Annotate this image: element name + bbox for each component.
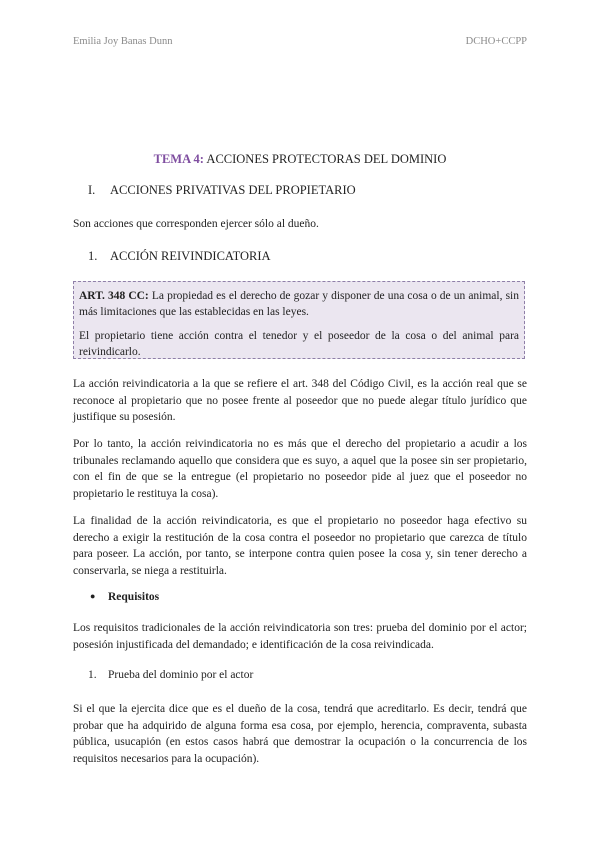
subsection-number: 1.: [88, 249, 98, 263]
paragraph-3: La finalidad de la acción reivindicatoria, es que el propietario no poseedor haga efectivo su derecho a exigir la restitución de la cosa contra el poseedor no propietario que carezca de título para poseer. La acción, por tanto, se interpone contra quien posee la cosa y, sin tener derecho a conservarla, se niega a restituirla.: [73, 515, 527, 577]
page-title: [0, 152, 600, 167]
subitem-1: [88, 669, 253, 681]
section-title: ACCIONES PRIVATIVAS DEL PROPIETARIO: [110, 183, 356, 197]
header-course: DCHO+CCPP: [465, 36, 527, 47]
title-text: ACCIONES PROTECTORAS DEL DOMINIO: [203, 152, 447, 166]
bullet-icon: ●: [90, 591, 96, 601]
header-author: Emilia Joy Banas Dunn: [73, 36, 173, 47]
requisitos-paragraph: Los requisitos tradicionales de la acción reivindicatoria son tres: prueba del dominio por el actor; posesión injustificada del demandado; e identificación de la cosa reivindicada.: [73, 622, 527, 651]
intro-paragraph: Son acciones que corresponden ejercer sólo al dueño.: [73, 218, 319, 230]
article-text-1: La propiedad es el derecho de gozar y disponer de una cosa o de un animal, sin más limitaciones que las establecidas en las leyes.: [79, 290, 519, 318]
subsection-heading-1: [88, 249, 271, 264]
article-ref: ART. 348 CC:: [79, 290, 149, 302]
subsection-title: ACCIÓN REIVINDICATORIA: [110, 249, 271, 263]
bullet-requisitos: [90, 591, 159, 603]
paragraph-2: Por lo tanto, la acción reivindicatoria no es más que el derecho del propietario a acudir a los tribunales reclamando aquello que considera que es suyo, a aquel que la posee sin ser propietario, con el fin de que se la entregue (el propietario no poseedor pide al juez que el poseedor no propietario le restituya la cosa).: [73, 438, 527, 500]
article-quote-box: [73, 281, 525, 359]
paragraph-1: La acción reivindicatoria a la que se refiere el art. 348 del Código Civil, es la acción real que se reconoce al propietario que no posee frente al poseedor que no puede alegar título jurídico que justifique su posesión.: [73, 378, 527, 423]
bullet-label: Requisitos: [108, 591, 160, 603]
title-label: TEMA 4:: [153, 152, 204, 166]
final-paragraph: Si el que la ejercita dice que es el dueño de la cosa, tendrá que acreditarlo. Es decir, tendrá que probar que ha adquirido de alguna forma esa cosa, por ejemplo, herencia, compraventa, subasta pública, usucapión (en estos casos habrá que demostrar la ocupación o la concurrencia de los requisitos necesarios para la ocupación).: [73, 703, 527, 765]
article-text-2: El propietario tiene acción contra el tenedor y el poseedor de la cosa o del animal para reivindicarlo.: [79, 330, 519, 358]
section-heading-1: [88, 183, 356, 198]
subitem-label: Prueba del dominio por el actor: [108, 669, 254, 681]
section-number: I.: [88, 183, 96, 197]
article-line-1: [79, 288, 519, 320]
subitem-number: 1.: [88, 669, 97, 681]
page-header: [73, 36, 527, 50]
